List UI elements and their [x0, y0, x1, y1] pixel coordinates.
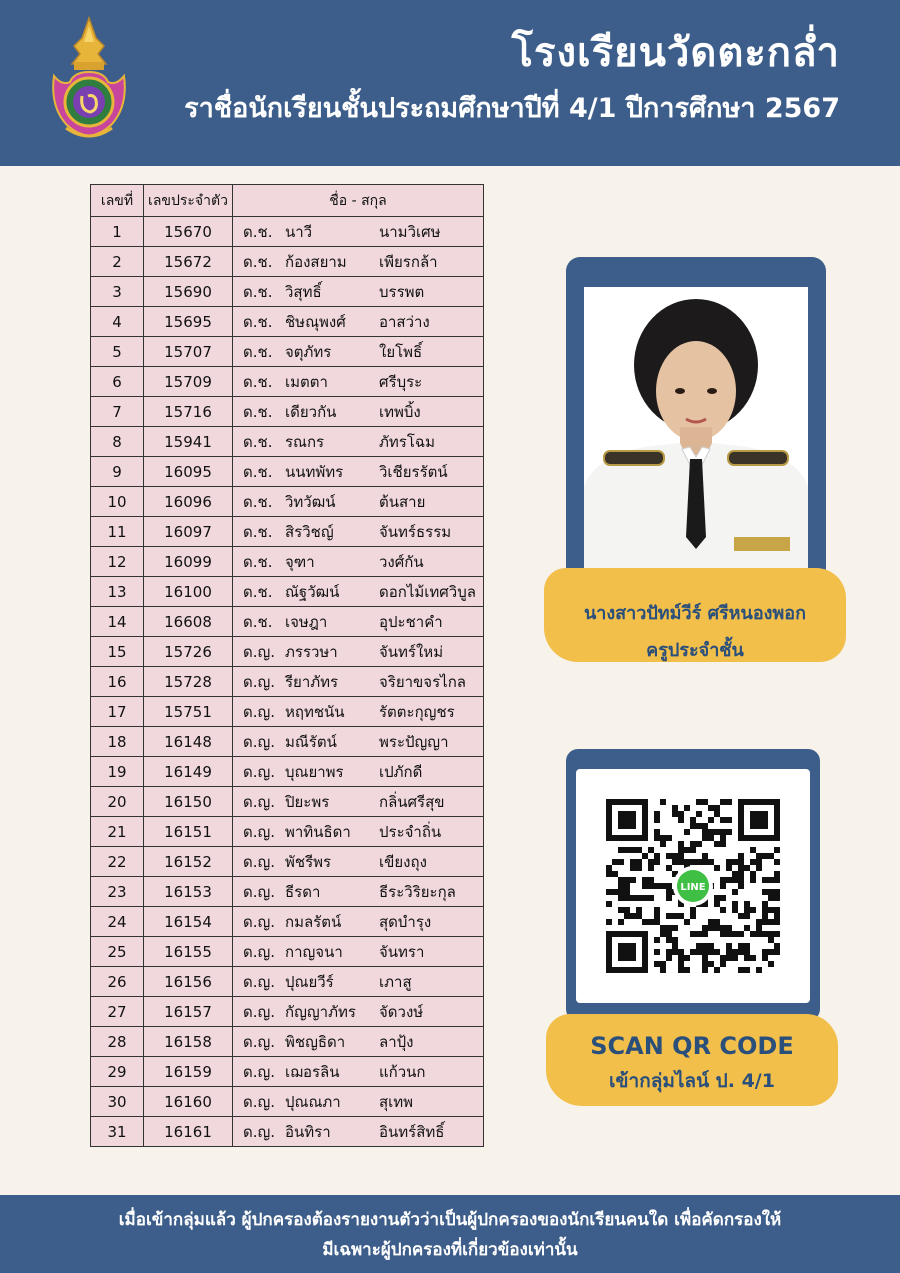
cell-name [233, 1117, 484, 1147]
last-name: ภัทรโฉม [379, 432, 435, 451]
qr-code-icon [576, 769, 810, 1003]
last-name: เภาสู [379, 972, 412, 991]
last-name: สุเทพ [379, 1092, 414, 1111]
first-name: กมลรัตน์ [285, 912, 342, 931]
cell-no: 21 [91, 817, 144, 847]
first-name: จตุภัทร [285, 342, 332, 361]
cell-name [233, 847, 484, 877]
cell-no: 9 [91, 457, 144, 487]
cell-name [233, 277, 484, 307]
last-name: เพียรกล้า [379, 252, 438, 271]
cell-no: 19 [91, 757, 144, 787]
last-name: กลิ่นศรีสุข [379, 792, 445, 811]
name-prefix: ด.ช. [243, 432, 273, 451]
footer-line-1: เมื่อเข้ากลุ่มแล้ว ผู้ปกครองต้องรายงานตัวว่าเป็นผู้ปกครองของนักเรียนคนใด เพื่อคัดกรองให้ [118, 1210, 782, 1230]
cell-name [233, 1087, 484, 1117]
first-name: อินทิรา [285, 1122, 331, 1141]
cell-name [233, 817, 484, 847]
name-prefix: ด.ช. [243, 582, 273, 601]
name-prefix: ด.ช. [243, 312, 273, 331]
cell-student-id: 15751 [144, 697, 233, 727]
first-name: กัญญาภัทร [285, 1002, 356, 1021]
last-name: เปภักดี [379, 762, 423, 781]
last-name: ดอกไม้เทศวิบูล [379, 582, 476, 601]
last-name: จริยาขจรไกล [379, 672, 466, 691]
cell-no: 29 [91, 1057, 144, 1087]
qr-title: SCAN QR CODE [590, 1032, 794, 1060]
teacher-photo [584, 287, 808, 577]
footer-notice [0, 1195, 900, 1273]
cell-no: 4 [91, 307, 144, 337]
cell-name [233, 247, 484, 277]
qr-card [566, 749, 820, 1021]
last-name: เทพบิ้ง [379, 402, 421, 421]
table-row [91, 907, 484, 937]
table-row [91, 397, 484, 427]
name-prefix: ด.ช. [243, 372, 273, 391]
cell-name [233, 487, 484, 517]
cell-no: 15 [91, 637, 144, 667]
table-row [91, 1027, 484, 1057]
cell-student-id: 16153 [144, 877, 233, 907]
table-row [91, 667, 484, 697]
table-row [91, 247, 484, 277]
column-header-no: เลขที่ [91, 185, 144, 217]
last-name: สุดบำรุง [379, 912, 432, 931]
cell-no: 16 [91, 667, 144, 697]
cell-no: 22 [91, 847, 144, 877]
last-name: ธีระวิริยะกุล [379, 882, 456, 901]
student-roster [90, 184, 484, 1147]
table-row [91, 637, 484, 667]
cell-name [233, 457, 484, 487]
last-name: จันทร์ใหม่ [379, 642, 444, 661]
table-row [91, 547, 484, 577]
first-name: ปุณณภา [285, 1092, 341, 1111]
cell-name [233, 547, 484, 577]
cell-name [233, 337, 484, 367]
name-prefix: ด.ญ. [243, 672, 276, 691]
table-row [91, 937, 484, 967]
name-prefix: ด.ญ. [243, 642, 276, 661]
last-name: ศรีบุระ [379, 372, 423, 391]
cell-no: 7 [91, 397, 144, 427]
cell-student-id: 16155 [144, 937, 233, 967]
cell-student-id: 16157 [144, 997, 233, 1027]
last-name: วงศ์กัน [379, 552, 424, 571]
table-row [91, 997, 484, 1027]
name-prefix: ด.ญ. [243, 822, 276, 841]
name-prefix: ด.ช. [243, 612, 273, 631]
last-name: บรรพต [379, 282, 425, 301]
cell-name [233, 937, 484, 967]
table-row [91, 757, 484, 787]
table-row [91, 787, 484, 817]
cell-name [233, 367, 484, 397]
footer-line-2: มีเฉพาะผู้ปกครองที่เกี่ยวข้องเท่านั้น [322, 1240, 578, 1260]
table-row [91, 1117, 484, 1147]
cell-name [233, 1027, 484, 1057]
name-prefix: ด.ญ. [243, 912, 276, 931]
cell-no: 31 [91, 1117, 144, 1147]
first-name: มณีรัตน์ [285, 732, 337, 751]
line-logo-text: LINE [680, 882, 706, 893]
qr-subtitle: เข้ากลุ่มไลน์ ป. 4/1 [609, 1070, 775, 1092]
first-name: บุณยาพร [285, 762, 344, 781]
name-prefix: ด.ญ. [243, 1002, 276, 1021]
last-name: จันทร์ธรรม [379, 522, 452, 541]
name-prefix: ด.ช. [243, 222, 273, 241]
cell-no: 1 [91, 217, 144, 247]
table-row [91, 277, 484, 307]
table-row [91, 1057, 484, 1087]
cell-no: 14 [91, 607, 144, 637]
cell-name [233, 967, 484, 997]
cell-student-id: 16150 [144, 787, 233, 817]
cell-student-id: 15709 [144, 367, 233, 397]
last-name: ต้นสาย [379, 492, 426, 511]
cell-name [233, 217, 484, 247]
cell-name [233, 427, 484, 457]
first-name: กาญจนา [285, 942, 343, 961]
name-prefix: ด.ช. [243, 522, 273, 541]
cell-student-id: 16154 [144, 907, 233, 937]
cell-student-id: 15672 [144, 247, 233, 277]
cell-name [233, 397, 484, 427]
name-prefix: ด.ญ. [243, 942, 276, 961]
cell-no: 2 [91, 247, 144, 277]
name-prefix: ด.ญ. [243, 882, 276, 901]
last-name: แก้วนก [379, 1062, 426, 1081]
column-header-id: เลขประจำตัว [144, 185, 233, 217]
cell-student-id: 16159 [144, 1057, 233, 1087]
table-row [91, 487, 484, 517]
cell-no: 5 [91, 337, 144, 367]
cell-no: 8 [91, 427, 144, 457]
table-row [91, 847, 484, 877]
name-prefix: ด.ญ. [243, 852, 276, 871]
cell-student-id: 16100 [144, 577, 233, 607]
cell-student-id: 16160 [144, 1087, 233, 1117]
name-prefix: ด.ญ. [243, 1092, 276, 1111]
table-row [91, 457, 484, 487]
name-prefix: ด.ช. [243, 492, 273, 511]
first-name: นาวี [285, 222, 313, 241]
cell-no: 17 [91, 697, 144, 727]
table-row [91, 967, 484, 997]
cell-no: 23 [91, 877, 144, 907]
cell-student-id: 16149 [144, 757, 233, 787]
table-row [91, 697, 484, 727]
cell-name [233, 727, 484, 757]
cell-student-id: 16161 [144, 1117, 233, 1147]
table-row [91, 337, 484, 367]
cell-student-id: 16096 [144, 487, 233, 517]
cell-no: 11 [91, 517, 144, 547]
last-name: ประจำถิ่น [379, 822, 442, 841]
cell-student-id: 15707 [144, 337, 233, 367]
first-name: พัชรีพร [285, 852, 332, 871]
cell-name [233, 307, 484, 337]
qr-label [546, 1014, 838, 1106]
last-name: จันทรา [379, 942, 425, 961]
cell-name [233, 637, 484, 667]
teacher-name: นางสาวปัทม์วีร์ ศรีหนองพอก [583, 603, 807, 624]
first-name: หฤทชนัน [285, 702, 345, 721]
cell-name [233, 787, 484, 817]
cell-name [233, 757, 484, 787]
name-prefix: ด.ช. [243, 252, 273, 271]
first-name: รียาภัทร [285, 672, 339, 691]
last-name: อุปะชาคำ [379, 612, 443, 631]
first-name: รณกร [285, 432, 325, 451]
cell-student-id: 15695 [144, 307, 233, 337]
first-name: จุฑา [285, 552, 315, 571]
table-row [91, 727, 484, 757]
first-name: สิรวิชญ์ [285, 522, 334, 541]
cell-no: 24 [91, 907, 144, 937]
first-name: เฌอรลิน [285, 1062, 340, 1081]
teacher-role: ครูประจำชั้น [646, 640, 744, 661]
last-name: อาสว่าง [379, 312, 430, 331]
name-prefix: ด.ญ. [243, 1032, 276, 1051]
cell-name [233, 517, 484, 547]
column-header-name: ชื่อ - สกุล [233, 185, 484, 217]
name-prefix: ด.ญ. [243, 972, 276, 991]
cell-name [233, 997, 484, 1027]
cell-no: 25 [91, 937, 144, 967]
first-name: วิทวัฒน์ [285, 492, 336, 511]
table-row [91, 517, 484, 547]
student-table [90, 184, 484, 1147]
first-name: ภรรวษา [285, 642, 338, 661]
last-name: วิเชียรรัตน์ [379, 462, 448, 481]
cell-no: 30 [91, 1087, 144, 1117]
last-name: นามวิเศษ [379, 222, 441, 241]
school-name: โรงเรียนวัดตะกล่ำ [511, 30, 840, 76]
last-name: รัตตะกุญชร [379, 702, 455, 721]
table-row [91, 1087, 484, 1117]
cell-no: 3 [91, 277, 144, 307]
table-row [91, 577, 484, 607]
cell-student-id: 15941 [144, 427, 233, 457]
cell-student-id: 16156 [144, 967, 233, 997]
first-name: นนทพัทร [285, 462, 344, 481]
first-name: เมตตา [285, 372, 328, 391]
table-row [91, 307, 484, 337]
cell-student-id: 15728 [144, 667, 233, 697]
last-name: จัดวงษ์ [379, 1002, 424, 1021]
last-name: ลาปุ้ง [379, 1032, 414, 1051]
cell-student-id: 16095 [144, 457, 233, 487]
name-prefix: ด.ญ. [243, 702, 276, 721]
cell-student-id: 16148 [144, 727, 233, 757]
cell-student-id: 15716 [144, 397, 233, 427]
first-name: ณัฐวัฒน์ [285, 582, 340, 601]
name-prefix: ด.ช. [243, 462, 273, 481]
teacher-photo-card [566, 257, 826, 587]
cell-student-id: 16152 [144, 847, 233, 877]
first-name: ปิยะพร [285, 792, 330, 811]
first-name: พาทินธิดา [285, 822, 351, 841]
name-prefix: ด.ญ. [243, 732, 276, 751]
table-row [91, 607, 484, 637]
first-name: เดียวกัน [285, 402, 337, 421]
header-banner [0, 0, 900, 166]
cell-no: 10 [91, 487, 144, 517]
cell-name [233, 877, 484, 907]
table-row [91, 817, 484, 847]
name-prefix: ด.ช. [243, 282, 273, 301]
last-name: พระปัญญา [379, 732, 449, 751]
first-name: วิสุทธิ์ [285, 282, 322, 301]
cell-student-id: 16608 [144, 607, 233, 637]
cell-name [233, 907, 484, 937]
first-name: พิชญธิดา [285, 1032, 346, 1051]
cell-student-id: 15690 [144, 277, 233, 307]
cell-student-id: 15670 [144, 217, 233, 247]
cell-name [233, 667, 484, 697]
cell-student-id: 16158 [144, 1027, 233, 1057]
cell-name [233, 577, 484, 607]
table-row [91, 367, 484, 397]
first-name: เจษฎา [285, 612, 328, 631]
teacher-label [544, 568, 846, 662]
cell-name [233, 1057, 484, 1087]
cell-no: 13 [91, 577, 144, 607]
cell-no: 12 [91, 547, 144, 577]
first-name: ธีรดา [285, 882, 321, 901]
cell-name [233, 607, 484, 637]
page-subtitle: ราชื่อนักเรียนชั้นประถมศึกษาปีที่ 4/1 ปีการศึกษา 2567 [184, 93, 840, 124]
table-row [91, 877, 484, 907]
name-prefix: ด.ช. [243, 552, 273, 571]
name-prefix: ด.ญ. [243, 792, 276, 811]
cell-name [233, 697, 484, 727]
qr-code[interactable] [576, 769, 810, 1003]
last-name: เขียงถุง [379, 852, 427, 871]
name-prefix: ด.ญ. [243, 762, 276, 781]
first-name: ก้องสยาม [285, 252, 347, 271]
name-prefix: ด.ญ. [243, 1062, 276, 1081]
last-name: ใยโพธิ์ [379, 342, 423, 361]
table-header-row [91, 185, 484, 217]
cell-no: 28 [91, 1027, 144, 1057]
first-name: ชิษณุพงศ์ [285, 312, 346, 331]
name-prefix: ด.ช. [243, 402, 273, 421]
cell-student-id: 16099 [144, 547, 233, 577]
cell-student-id: 15726 [144, 637, 233, 667]
first-name: ปุณยวีร์ [285, 972, 334, 991]
cell-no: 27 [91, 997, 144, 1027]
cell-student-id: 16097 [144, 517, 233, 547]
table-row [91, 217, 484, 247]
cell-no: 18 [91, 727, 144, 757]
school-emblem-icon [46, 16, 132, 144]
table-body [91, 217, 484, 1147]
name-prefix: ด.ช. [243, 342, 273, 361]
cell-no: 26 [91, 967, 144, 997]
last-name: อินทร์สิทธิ์ [379, 1122, 445, 1141]
table-row [91, 427, 484, 457]
cell-student-id: 16151 [144, 817, 233, 847]
cell-no: 20 [91, 787, 144, 817]
cell-no: 6 [91, 367, 144, 397]
name-prefix: ด.ญ. [243, 1122, 276, 1141]
